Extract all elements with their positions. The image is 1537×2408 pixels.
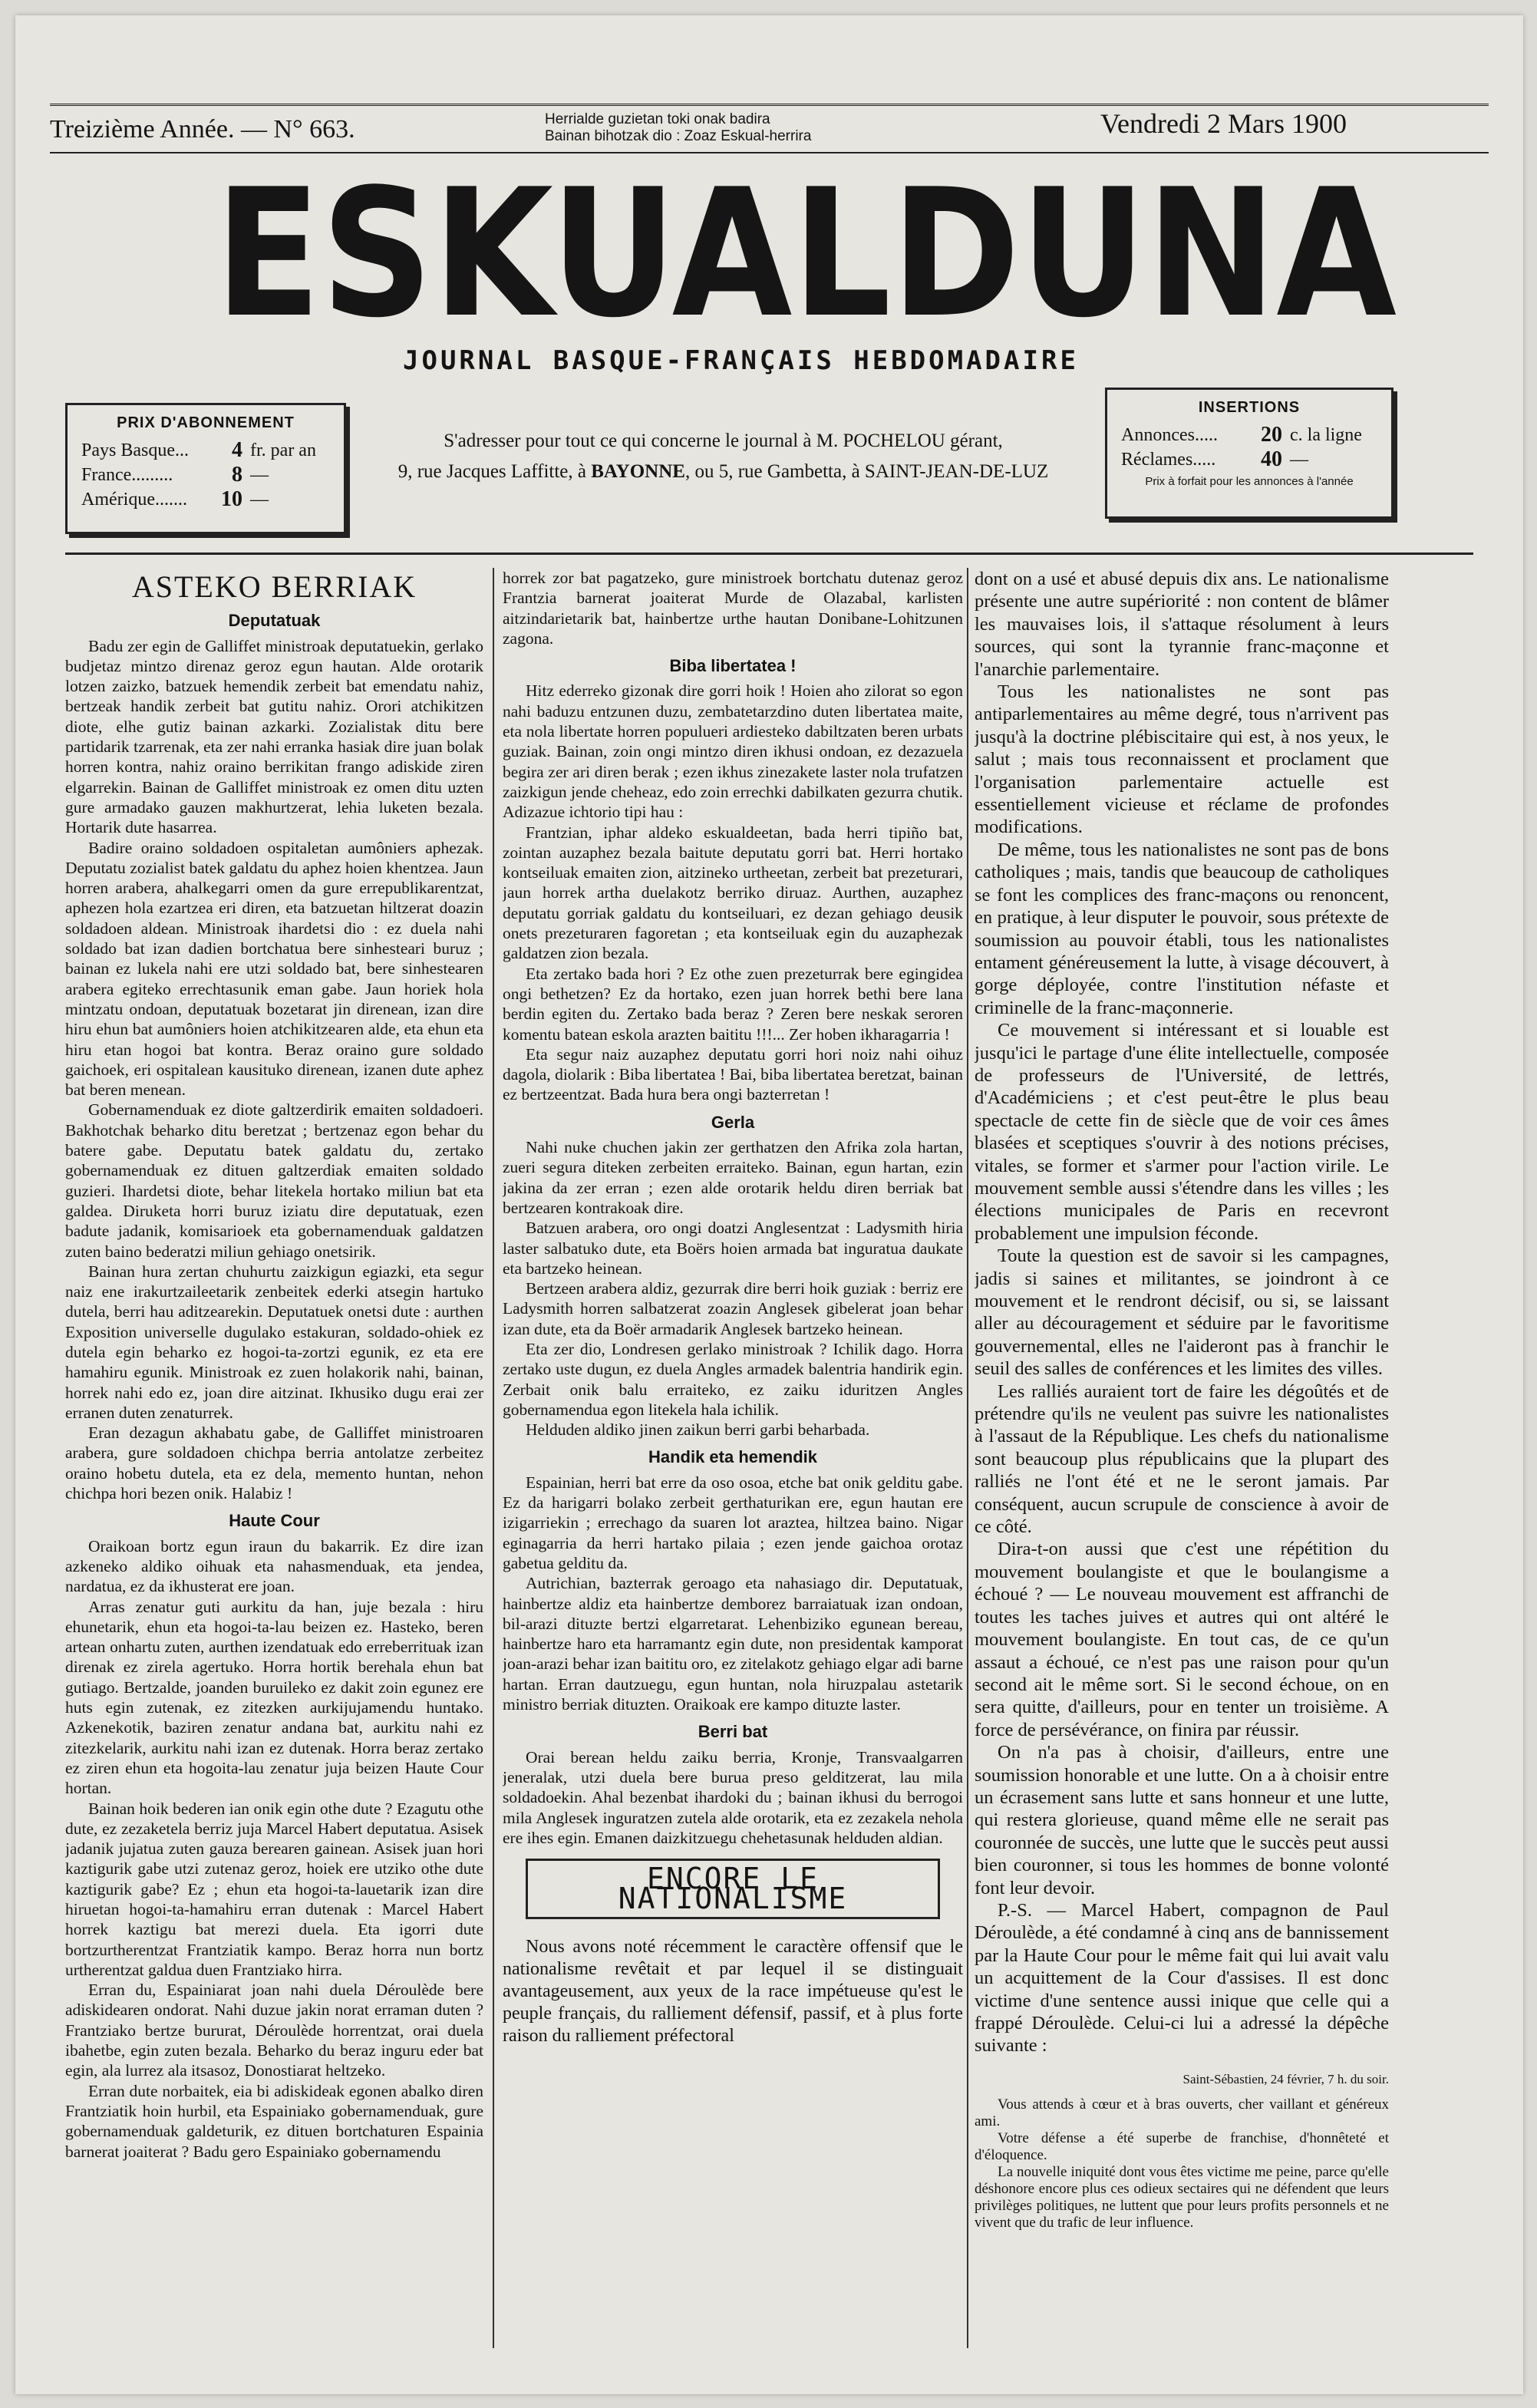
paragraph: Helduden aldiko jinen zaikun berri garbi beharbada. <box>526 1420 870 1440</box>
top-rule <box>50 104 1489 106</box>
paragraph: Batzuen arabera, oro ongi doatzi Anglesentzat : Ladysmith hiria laster salbatuko dute, eta Boërs hoien armada bat inguratua daukate eta bartzeko heinean. <box>503 1219 963 1278</box>
paragraph: Oraikoan bortz egun iraun du bakarrik. Ez dire izan azkeneko aldiko oihuak eta nahasmenduak, eta jendea, nardatua, ez da ikhusterat ere joan. <box>65 1536 483 1596</box>
paragraph: Eta zertako bada hori ? Ez othe zuen prezeturrak bere egingidea ongi bethetzen? Ez da hortako, ezen juan horrek bethi bere lana berdin egiten du. Zertako bada beraz ? Zeren bere neskak seroren komentu batean eskola arazten baititu !!!... Zer hoben ikharagarria ! <box>503 964 963 1044</box>
paragraph: Erran du, Espainiarat joan nahi duela Déroulède bere adiskidearen ondorat. Nahi duzue jakin norat erraman duten ? Frantziako bertze bururat, Déroulède horrentzat, orai duela ibahetbe, egin zuten bezala. Beharko du beraz inguru eder bat egin, ala lurrez ala itsasoz, Donostiarat heltzeko. <box>65 1981 483 2080</box>
column-1 <box>65 568 483 2363</box>
row-unit: c. la ligne <box>1290 425 1362 445</box>
main-rule <box>65 553 1473 555</box>
quote-paragraph: La nouvelle iniquité dont vous êtes victime me peine, parce qu'elle déshonore encore plus ces odieux sectaires qui ne défendent que leurs privilèges politiques, ne luttent que pour leurs profits personnels et ne vivent que du trafic de leur influence. <box>975 2164 1389 2232</box>
paragraph: dont on a usé et abusé depuis dix ans. Le nationalisme présente une autre supériorité : non content de blâmer les mauvaises lois, il s'attaque résolument à leurs sources, qui sont la tyrannie franc-maçonne et l'anarchie parlementaire. <box>975 569 1389 680</box>
subscription-row <box>68 438 344 463</box>
row-unit: fr. par an <box>250 440 316 460</box>
paragraph: Eta zer dio, Londresen gerlako ministroak ? Ichilik dago. Horra zertako uste dugun, ez duela Angles armadek balentria handirik egin. Zerbait onik balu erraiteko, ez zaiku iduritzen Angles gobernamendua egon litekela hala ichilik. <box>503 1339 963 1419</box>
column-divider <box>967 568 968 2348</box>
header-rule <box>50 152 1489 153</box>
motto-line-2: Bainan bihotzak dio : Zoaz Eskual-herrira <box>545 128 812 144</box>
article-title: Haute Cour <box>229 1511 320 1531</box>
paragraph: Nous avons noté récemment le caractère offensif que le nationalisme revêtait et par lequel il se distinguait avantageusement, aux yeux de la race impétueuse qu'est le peuple français, du ralliement défensif, passif, et à plus forte raison du ralliement préfectoral <box>503 1936 963 2046</box>
paragraph: Espainian, herri bat erre da oso osoa, etche bat onik gelditu gabe. Ez da harigarri bolako zerbeit gerthaturikan ere, egun hautan ere izigarriekin ; errechago da suaren lot araztea, hiltzea baino. Nigar eginagarria da herri hartako pilaia ; ezen jende gaichoa orotaz gabetua gelditu da. <box>503 1473 963 1572</box>
address-line-1: S'adresser pour tout ce qui concerne le journal à M. POCHELOU gérant, <box>444 430 1003 451</box>
article-title-boxed: ENCORE LE NATIONALISME <box>526 1859 940 1919</box>
paragraph: Bainan hoik bederen ian onik egin othe dute ? Ezagutu othe dute, ez zezaketela berriz juja Marcel Habert deputatua. Asisek jadanik jujatua zuten gauza berearen gainean. Asisek juan hori kaztigurik gabe utzi zutenaz geroz, hoiek ere utziko othe dute kaztigurik gabe? Ez ; ehun eta hogoi-ta-lauetarik izan dire hiruetan hogoi-ta-hamahiru erran dutenak : Marcel Habert horrek kaztigu bat merezi duela. Eta igorri dute bortzurtherentzat Frantziatik kampo. Beraz horra nun bortz urtherentzat galdua duen Frantziako hirra. <box>65 1799 483 1979</box>
insertions-box <box>1105 388 1394 519</box>
paragraph: Ce mouvement si intéressant et si louable est jusqu'ici le partage d'une élite intellectuelle, composée de professeurs de l'Université, de lettrés, d'Académiciens ; et c'est peut-être le plus beau spectacle de cette fin de siècle que de voir ces âmes blasées et sceptiques s'ouvrir à des notions précises, vitales, se former et s'armer pour l'action virile. Le mouvement semble aussi s'étendre dans les villes ; les élections municipales de Paris en recevront probablement une impulsion féconde. <box>975 1020 1389 1244</box>
paragraph: Tous les nationalistes ne sont pas antiparlementaires au même degré, tous n'arrivent pas jusqu'à la doctrine plébiscitaire qui est, à nos yeux, le salut ; mais tous reconnaissent et proclament que l'organisation parlementaire actuelle est essentiellement vicieuse et réclame de profondes modifications. <box>975 681 1389 838</box>
insertions-row <box>1107 423 1391 447</box>
article-title: Biba libertatea ! <box>669 656 797 676</box>
dispatch-quote <box>975 2096 1389 2232</box>
article-title: Berri bat <box>698 1722 768 1742</box>
row-label: Amérique....... <box>81 490 187 510</box>
paragraph: Frantzian, iphar aldeko eskualdeetan, bada herri tipiño bat, zointan auzaphez bezala baitute deputatu gorri bat. Herri hortako kontseiluak emaiten zion, aitzineko urtheetan, zerbeit bat prezeturari, jaun horrek artha duelakotz berriko diruaz. Aurthen, auzaphez deputatu gorriak galdatu du kontseiluari, ez dezan gehiago deusik onets prezeturaren fagoretan ; eta kontseiluak egin du auzaphezak galdatzen zion bezala. <box>503 823 963 963</box>
address-city: BAYONNE <box>591 461 685 482</box>
article-title: Deputatuak <box>228 611 321 631</box>
article-title: Gerla <box>711 1112 755 1132</box>
paragraph: Dira-t-on aussi que c'est une répétition du mouvement boulangiste et que le boulangisme a échoué ? — Le nouveau mouvement est affranchi de toutes les taches juives et autres qui ont altéré le mouvement boulangiste. En tout cas, de ce qu'un assaut a échoué, ce n'est pas une raison pour qu'un second ait le même sort. Si le second échoue, on en sera quitte, d'ailleurs, pour en tenter un troisième. A force de persévérance, on finira par réussir. <box>975 1539 1389 1740</box>
address-part: , ou 5, rue Gambetta, à SAINT-JEAN-DE-LUZ <box>684 461 1049 482</box>
row-amount: 10 <box>221 487 242 511</box>
address-part: 9, rue Jacques Laffitte, à <box>397 461 586 482</box>
paragraph: Hitz ederreko gizonak dire gorri hoik ! Hoien aho zilorat so egon nahi baduzu entzunen duzu, zembatetarzdino duten libertatea maite, eta nola libertate horren populueri ardiesteko dabiltzaten beren urbats guziak. Bainan, zoin ongi mintzo diren ikhusi ondoan, ez dezazuela begira zer ari diren berak ; ezen ikhus zinezakete laster nola trufatzen zaizkigun jende cheheaz, edo zoin errechki dabilkaten gezurra chutik. Adizazue ichtorio tipi hau : <box>503 681 963 822</box>
row-unit: — <box>250 490 269 510</box>
paragraph: P.-S. — Marcel Habert, compagnon de Paul Déroulède, a été condamné à cinq ans de bannissement par la Haute Cour pour le même fait qui lui avait valu un acquittement de la Cour d'assises. Il est donc victime d'une sentence aussi inique que celle qui a frappé Déroulède. Celui-ci lui a adressé la dépêche suivante : <box>975 1899 1389 2057</box>
paragraph: Les ralliés auraient tort de faire les dégoûtés et de prétendre qu'ils ne veulent pas suivre les nationalistes à l'assaut de la République. Les chefs du nationalisme sont beaucoup plus républicains que la plupart des ralliés ne l'ont été et ne le seront jamais. Par conséquent, aucun scrupule de conscience à avoir de ce côté. <box>975 1380 1389 1538</box>
row-amount: 20 <box>1261 423 1282 447</box>
row-label: Annonces..... <box>1121 425 1218 445</box>
insertions-note: Prix à forfait pour les annonces à l'année <box>1145 475 1354 488</box>
masthead-subtitle: JOURNAL BASQUE-FRANÇAIS HEBDOMADAIRE <box>403 345 1079 376</box>
subscription-box <box>65 403 346 534</box>
paragraph: Badu zer egin de Galliffet ministroak deputatuekin, gerlako budjetaz mintzo direnaz geroz egun hautan. Alde orotarik lotzen zaizko, batzuek hemendik zerbeit bat emendatu nahiz, bertzeak handik zerbeit bat gutitu nahiz. Orori atchikitzen diote, elhe gutiz bainan azkarki. Zozialistak ditu bere partidarik tzarrenak, eta zer nahi erranka hasiak dire juan bolak horren kontra, nahiz oraino berrikitan frango adiskide ziren elgarrekin. Bainan de Galliffet ministroak ez omen ditu uzten gure armadako gauzen makhurtzerat, lehia luketen bezala. Hortarik dute hasarrea. <box>65 636 483 837</box>
dispatch-dateline: Saint-Sébastien, 24 février, 7 h. du soir. <box>1182 2071 1389 2086</box>
paragraph: Erran dute norbaitek, eia bi adiskideak egonen abalko diren Frantziatik hoin hurbil, eta Espainiako gobernamenduak, gure gobernamenduak galdeturik, ez dituen bortchaturen Espainia barnerat joaiterat ? Badu gero Espainiako gobernamendu <box>65 2081 483 2161</box>
issue-date: Vendredi 2 Mars 1900 <box>1100 108 1347 139</box>
quote-paragraph: Votre défense a été superbe de franchise, d'honnêteté et d'éloquence. <box>975 2130 1389 2164</box>
paragraph: Toute la question est de savoir si les campagnes, jadis si saines et militantes, se joindront à ce mouvement et le rendront décisif, ou si, se laissant aller au découragement et séduire par le favoritisme gouvernemental, elles ne l'aideront pas à franchir le seuil des salles de conférences et les limites des villes. <box>975 1245 1389 1380</box>
paragraph: De même, tous les nationalistes ne sont pas de bons catholiques ; mais, tandis que beaucoup de catholiques se font les complices des franc-maçons ou renoncent, en pratique, à leur disputer le pouvoir, sous prétexte de soumission au pouvoir établi, tous les nationalistes entament généreusement la lutte, à visage découvert, à gorge déployée, contre l'institution néfaste et criminelle de la franc-maçonnerie. <box>975 839 1389 1018</box>
paragraph: Eran dezagun akhabatu gabe, de Galliffet ministroaren arabera, gure soldadoen chichpa berria antolatze zerbeitez oraino hobetu dutela, eta ez dela, memento huntan, nehon chichpa hori bezen onik. Halabiz ! <box>65 1423 483 1503</box>
row-label: France......... <box>81 465 173 485</box>
motto-line-1: Herrialde guzietan toki onak badira <box>545 111 770 127</box>
column-divider <box>493 568 494 2348</box>
paragraph: Autrichian, bazterrak geroago eta nahasiago dir. Deputatuak, hainbertze aldiz eta hainbertze demborez barraiatuak izan ondoan, bil-arazi dituzte bertzi elgarretarat. Lehenbiziko egunean bereau, hainbertze haro eta harramantz egin dute, non presidentak kamporat joan-arazi behar izan baititu oro, ez zitelakotz gehiago elgar adi barne hartan. Erran dautzuegu, egun huntan, nola hiruzpalau astetarik ministro berriak dituzten. Oraikoak ere kampo dituzte laster. <box>503 1574 963 1714</box>
column-3 <box>975 568 1389 2363</box>
motto <box>545 111 811 145</box>
paragraph: horrek zor bat pagatzeko, gure ministroek bortchatu dutenaz geroz Frantzia barnerat joaiterat Murde de Olazabal, karlisten aitzindarietarik bat, hainbertze urthe hautan Donibane-Lohitzunen zagona. <box>503 569 963 648</box>
row-unit: — <box>1290 450 1308 470</box>
row-amount: 4 <box>232 438 242 462</box>
paragraph: Eta segur naiz auzaphez deputatu gorri hori noiz nahi oihuz dagola, diolarik : Biba libertatea ! Bai, biba libertatea beretzat, bainan ez bertzeentzat. Bada hura bera ongi bazterretan ! <box>503 1044 963 1104</box>
paragraph: Arras zenatur guti aurkitu da han, juje bezala : hiru ehunetarik, ehun eta hogoi-ta-lau beizen ez. Hasteko, beren artean onhartu zuten, aurthen izendatuak edo erreberrituak izan direnak ez zirela agertuko. Horra hortik berehala ehun bat gutiago. Bertzalde, joanden buruileko ez dakit zoin egunez ere huts egin zutenak, ez zitezken aurkijujamendu huntako. Azkenekotik, baziren zenatur andana bat, aurkitu nahi ez zitezkelarik, aurkitu nahi izan ez dutenak. Horra beraz zertako ez ziren ehun eta hogoita-lau zenatur juja beizen Haute Cour hortan. <box>65 1597 483 1798</box>
row-unit: — <box>250 465 269 485</box>
paragraph: Nahi nuke chuchen jakin zer gerthatzen den Afrika zola hartan, zueri segura diteken zerbeiten erraiteko. Bainan, egun hartan, ezin jakina da zer erran ; ezen alde orotarik heldu diren berriak bat bertzearen kontrakoak dire. <box>503 1138 963 1217</box>
column-2 <box>503 568 963 2363</box>
address-line-2 <box>364 457 1082 487</box>
article-title: Handik eta hemendik <box>648 1447 818 1467</box>
paragraph: Bainan hura zertan chuhurtu zaizkigun egiazki, eta segur naiz ene irakurtzaileetarik zenbeitek ederki atsegin hartuko dutela, berri hau aditzearekin. Deputatuek onetsi dute : aurthen Exposition universelle dugulako estakuran, soldado-ohiek ez dutela egin beharko ez hogoi-ta-zortzi egunik, ez eta ere hamahiru egunik. Ministroak ez zuen holakorik nahi, bainan, horrek nahi edo ez, joan dire aitzinat. Ikhusiko dugu erai zer erranen duten zenaturrek. <box>65 1262 483 1422</box>
masthead-title-text: ESKUALDUNA <box>215 173 1397 334</box>
address-block <box>364 426 1082 487</box>
issue-number: Treizième Année. — N° 663. <box>50 115 355 143</box>
subscription-title: PRIX D'ABONNEMENT <box>117 414 295 431</box>
masthead-title <box>207 173 1404 334</box>
section-heading: ASTEKO BERRIAK <box>131 569 417 604</box>
paragraph: Orai berean heldu zaiku berria, Kronje, Transvaalgarren jeneralak, utzi duela bere burua preso gelditzerat, lau mila soldadoekin. Ahal bezenbat ihardoki du ; bainan ikhusi du berrogoi mila Anglesek inguratzen zutela alde orotarik, eta ez zezakela nehola ere ihes egin. Emanen daizkitzuegu chehetasunak helduden aldian. <box>503 1747 963 1847</box>
paragraph: Gobernamenduak ez diote galtzerdirik emaiten soldadoeri. Bakhotchak beharko ditu beretzat ; bertzenaz egon behar du batere gabe. Deputatu batek galdatu du, zertako gobernamenduak ez dituen galtzerdiak emaiten soldado guzieri. Ihardetsi diote, behar litekela hortako miliun bat eta galdea. Diruketa horri buruz iziatu dire deputatuak, ezen badute jadanik, komisarioek eta gobernamenduak galdatzen zuten baino bederatzi miliun gehiago onetsirik. <box>65 1100 483 1261</box>
row-amount: 8 <box>232 463 242 487</box>
subscription-row <box>68 463 344 487</box>
row-amount: 40 <box>1261 447 1282 471</box>
quote-paragraph: Vous attends à cœur et à bras ouverts, cher vaillant et généreux ami. <box>975 2096 1389 2130</box>
paragraph: On n'a pas à choisir, d'ailleurs, entre une soumission honorable et une lutte. On a à choisir entre un écrasement sans lutte et sans honneur et une lutte, qui restera glorieuse, quand même elle ne serait pas couronnée de succès, une lutte que le succès peut aussi bien couronner, si tous les hommes de bonne volonté font leur devoir. <box>975 1742 1389 1898</box>
paragraph: Badire oraino soldadoen ospitaletan aumôniers aphezak. Deputatu zozialist batek galdatu du aphez hoien khentzea. Jaun horren arabera, ahalkegarri omen da gure errepublikarentzat, aphezen hola ezartzea eri diren, eta batzuetan hiltzerat doazin soldadoen aldean. Ministroak ihardetsi dio : ez duela nahi soldado bat izan dadien bortchatua bere sinhesteari buruz ; bainan ez lukela nahi ere utzi soldado bat, bere sinhestearen arabera egiteko errechtasunik eman gabe. Jaun horiek hola mintzatu ondoan, deputatuak bozetarat jin direnean, izan dire hiru ehun bat aumôniers hoien atchikitzearen alde, eta ehun eta hiru etan hogoi bat kontra. Beraz oraino gure soldado gaichoek, eri ospitalean kausituko direnean, izanen dute aphez bat beren menean. <box>65 838 483 1100</box>
newspaper-page <box>15 15 1523 2394</box>
row-label: Pays Basque... <box>81 440 189 460</box>
insertions-row <box>1107 447 1391 472</box>
row-label: Réclames..... <box>1121 450 1216 470</box>
insertions-title: INSERTIONS <box>1198 399 1301 416</box>
paragraph: Bertzeen arabera aldiz, gezurrak dire berri hoik guziak : berriz ere Ladysmith horren salbatzerat zoazin Anglesek gibelerat joan behar izan dute, eta da Boër armadarik Anglesek bartzeko heinean. <box>503 1279 963 1338</box>
subscription-row <box>68 487 344 512</box>
